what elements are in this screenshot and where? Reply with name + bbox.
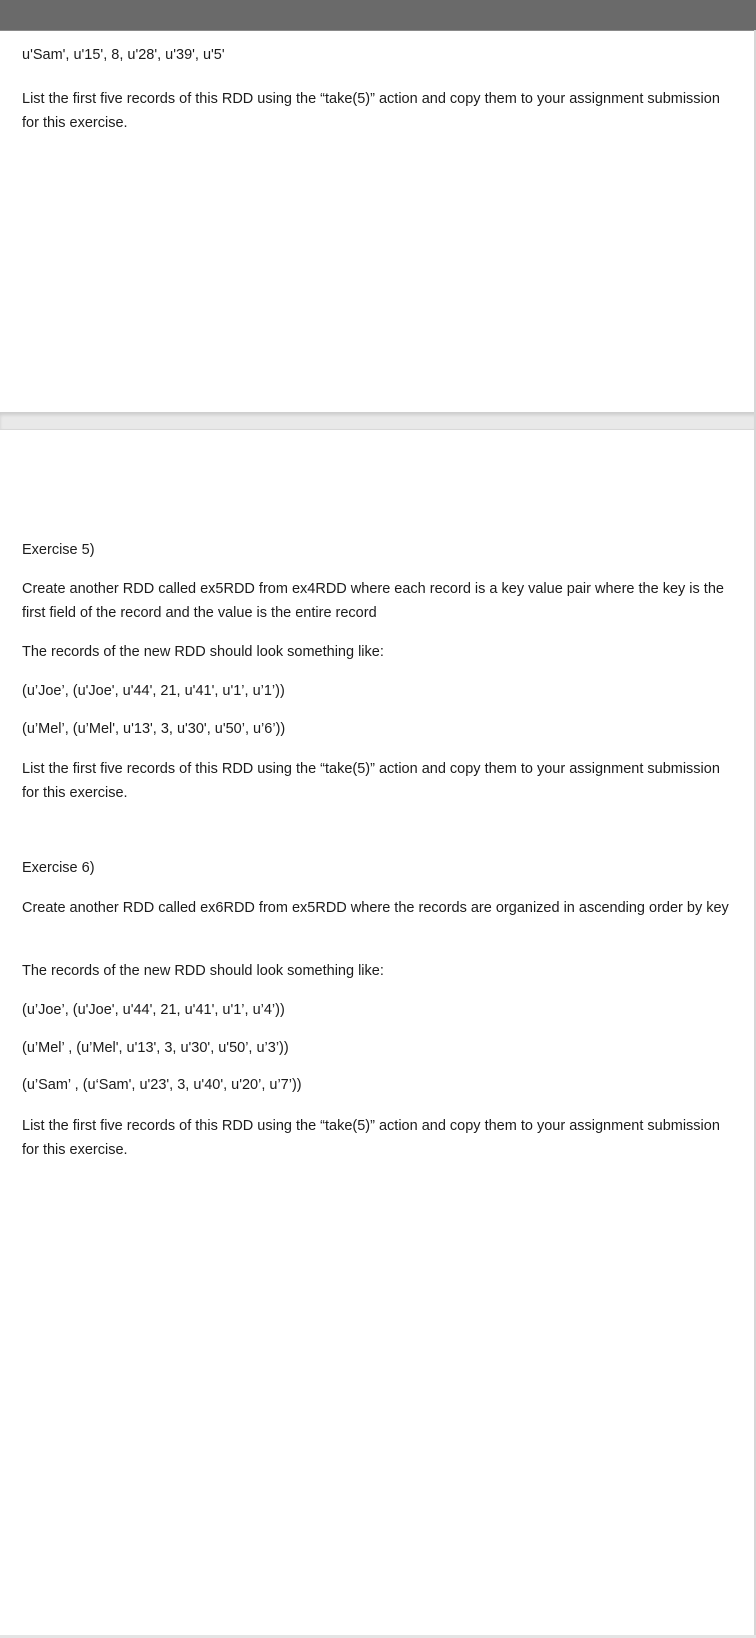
exercise-5-heading: Exercise 5) (22, 542, 95, 558)
exercise-6-example-intro: The records of the new RDD should look something like: (22, 963, 384, 979)
exercise-5-instruction: List the first five records of this RDD using the “take(5)” action and copy them to your assignment submission for this exercise. (22, 761, 720, 801)
take5-instruction-1: List the first five records of this RDD using the “take(5)” action and copy them to your assignment submission for this exercise. (22, 91, 720, 131)
top-toolbar-bar (0, 0, 756, 31)
exercise-5-example-intro: The records of the new RDD should look something like: (22, 644, 384, 660)
page-break-separator (0, 412, 756, 430)
exercise-6-description: Create another RDD called ex6RDD from ex5RDD where the records are organized in ascending order by key (22, 900, 729, 916)
exercise-6-example-1: (u’Joe’, (u'Joe', u'44', 21, u'41', u'1’, u’4’)) (22, 1002, 285, 1018)
exercise-5-description: Create another RDD called ex5RDD from ex4RDD where each record is a key value pair where the key is the first field of the record and the value is the entire record (22, 581, 724, 621)
record-line-sam: u'Sam', u'15', 8, u'28', u'39', u'5' (22, 47, 225, 63)
exercise-5-example-1: (u’Joe’, (u'Joe', u'44', 21, u'41', u'1’, u’1’)) (22, 683, 285, 699)
exercise-5-example-2: (u’Mel’, (u’Mel', u'13', 3, u'30', u'50’, u’6’)) (22, 721, 286, 737)
exercise-6-example-3: (u’Sam’ , (u‘Sam', u'23', 3, u'40', u'20’, u’7’)) (22, 1077, 302, 1093)
exercise-6-heading: Exercise 6) (22, 860, 95, 876)
exercise-6-instruction: List the first five records of this RDD using the “take(5)” action and copy them to your assignment submission for this exercise. (22, 1118, 720, 1158)
exercise-6-example-2: (u’Mel’ , (u’Mel', u'13', 3, u'30', u'50’, u’3’)) (22, 1040, 289, 1056)
